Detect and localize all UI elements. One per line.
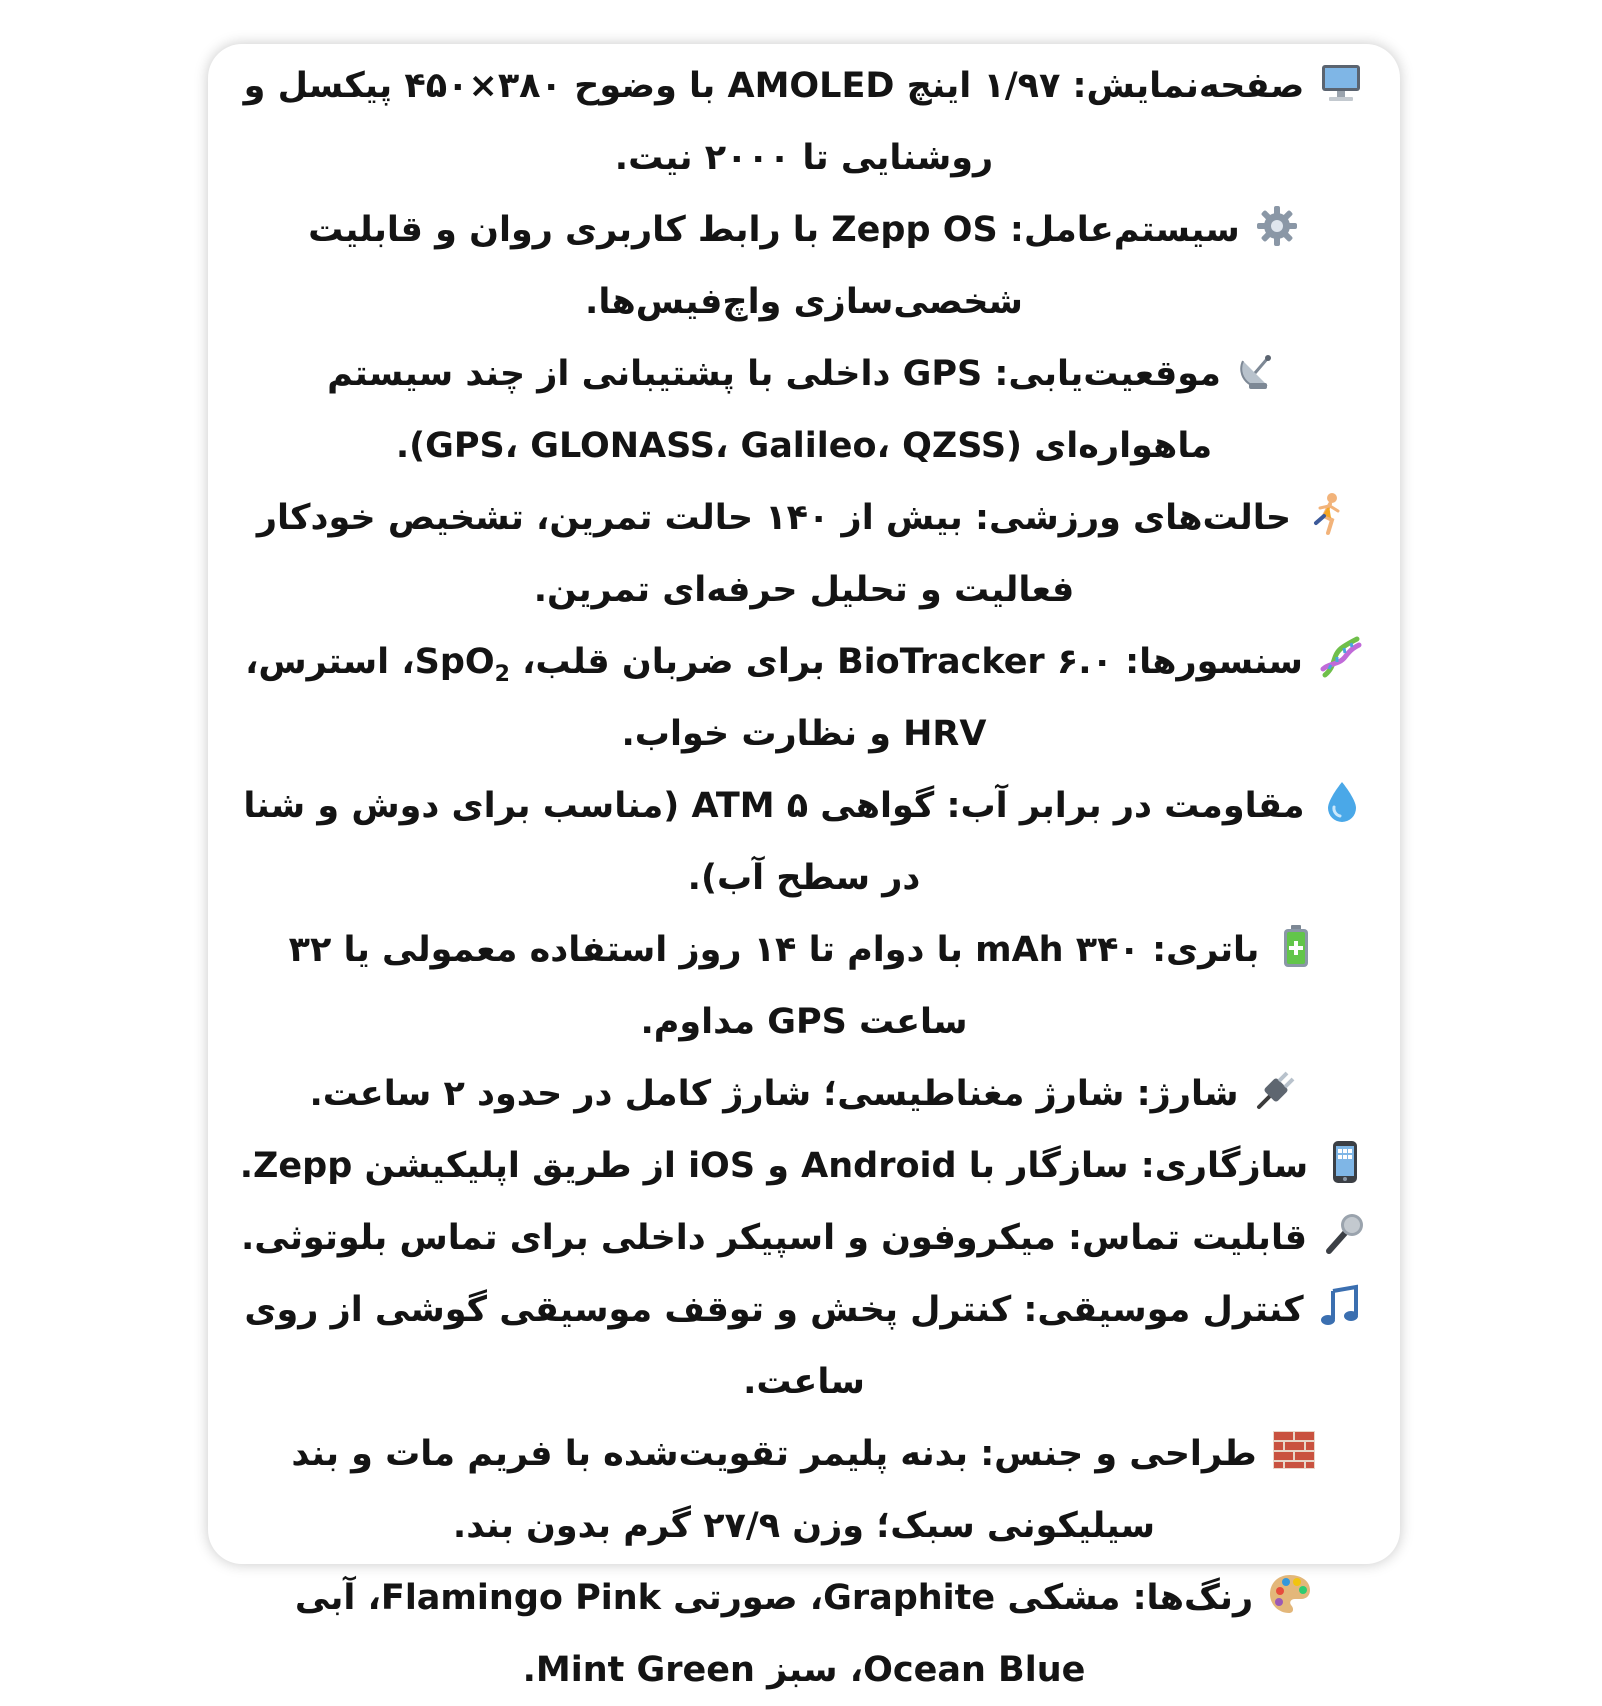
spec-text: شارژ مغناطیسی؛ شارژ کامل در حدود ۲ ساعت.: [309, 1074, 1137, 1114]
spec-item-sports-modes: [236, 482, 1372, 626]
spec-label: مقاومت در برابر آب:: [946, 786, 1305, 826]
spec-label: سازگاری:: [1140, 1146, 1309, 1186]
spec-text: میکروفون و اسپیکر داخلی برای تماس بلوتوثی.: [240, 1218, 1068, 1258]
spec-label: شارژ:: [1136, 1074, 1239, 1114]
spec-label: صفحه‌نمایش:: [1072, 66, 1305, 106]
spec-item-sensors: [236, 626, 1372, 770]
spec-item-battery: [236, 914, 1372, 1058]
spec-item-colors: [236, 1562, 1372, 1706]
spec-text-after: ، استرس، HRV و نظارت خواب.: [245, 642, 987, 754]
spec-label: حالت‌های ورزشی:: [974, 498, 1292, 538]
spec-label: قابلیت تماس:: [1067, 1218, 1308, 1258]
spec-text: سازگار با Android و iOS از طریق اپلیکیشن Zepp.: [239, 1146, 1141, 1186]
spec-item-design: [236, 1418, 1372, 1562]
spec-item-compatibility: [236, 1130, 1372, 1202]
spec-text: ۳۴۰ mAh با دوام تا ۱۴ روز استفاده معمولی یا ۳۲ ساعت GPS مداوم.: [288, 930, 1153, 1042]
droplet-icon: [1319, 779, 1365, 825]
spec-text: Zepp OS با رابط کاربری روان و قابلیت شخصی‌سازی واچ‌فیس‌ها.: [308, 210, 1023, 322]
battery-icon: [1273, 923, 1319, 969]
spec-label: رنگ‌ها:: [1132, 1578, 1254, 1618]
spec-text: مشکی Graphite، صورتی Flamingo Pink، آبی Ocean Blue، سبز Mint Green.: [294, 1578, 1133, 1690]
spec-item-display: [236, 50, 1372, 194]
spec-list: [236, 50, 1372, 1706]
runner-icon: [1305, 491, 1351, 537]
spec-label: سنسورها:: [1125, 642, 1303, 682]
spec-text: بدنه پلیمر تقویت‌شده با فریم مات و بند سیلیکونی سبک؛ وزن ۲۷/۹ گرم بدون بند.: [291, 1434, 1156, 1546]
spec-card: [208, 44, 1400, 1690]
spec-item-music-control: [236, 1274, 1372, 1418]
spec-item-os: [236, 194, 1372, 338]
mobile-phone-icon: [1322, 1139, 1368, 1185]
spec-label: کنترل موسیقی:: [1023, 1290, 1304, 1330]
spec-label: باتری:: [1152, 930, 1260, 970]
satellite-antenna-icon: [1235, 347, 1281, 393]
spec-text: کنترل پخش و توقف موسیقی گوشی از روی ساعت.: [244, 1290, 1024, 1402]
musical-note-icon: [1318, 1283, 1364, 1329]
desktop-computer-icon: [1318, 59, 1364, 105]
spec-text: ۱/۹۷ اینچ AMOLED با وضوح ۳۸۰×۴۵۰ پیکسل و روشنایی تا ۲۰۰۰ نیت.: [243, 66, 1073, 178]
spec-text: بیش از ۱۴۰ حالت تمرین، تشخیص خودکار فعالیت و تحلیل حرفه‌ای تمرین.: [256, 498, 1075, 610]
gear-icon: [1254, 203, 1300, 249]
spec-item-calling: [236, 1202, 1372, 1274]
microphone-icon: [1321, 1211, 1367, 1257]
spec-label: موقعیت‌یابی:: [994, 354, 1221, 394]
spec-item-charging: [236, 1058, 1372, 1130]
dna-icon: [1317, 635, 1363, 681]
spec-item-water-resistance: [236, 770, 1372, 914]
spec-item-gps: [236, 338, 1372, 482]
spec-label: طراحی و جنس:: [980, 1434, 1257, 1474]
spo2-subscript: 2: [494, 662, 510, 687]
brick-icon: [1271, 1427, 1317, 1473]
artist-palette-icon: [1267, 1571, 1313, 1617]
spec-text: GPS داخلی با پشتیبانی از چند سیستم ماهواره‌ای (GPS، GLONASS، Galileo، QZSS).: [327, 354, 1213, 466]
spec-text: گواهی ۵ ATM (مناسب برای دوش و شنا در سطح آب).: [243, 786, 947, 898]
spec-text-before: BioTracker ۶.۰ برای ضربان قلب، SpO: [414, 642, 1126, 682]
electric-plug-icon: [1253, 1067, 1299, 1113]
spec-label: سیستم‌عامل:: [1009, 210, 1240, 250]
